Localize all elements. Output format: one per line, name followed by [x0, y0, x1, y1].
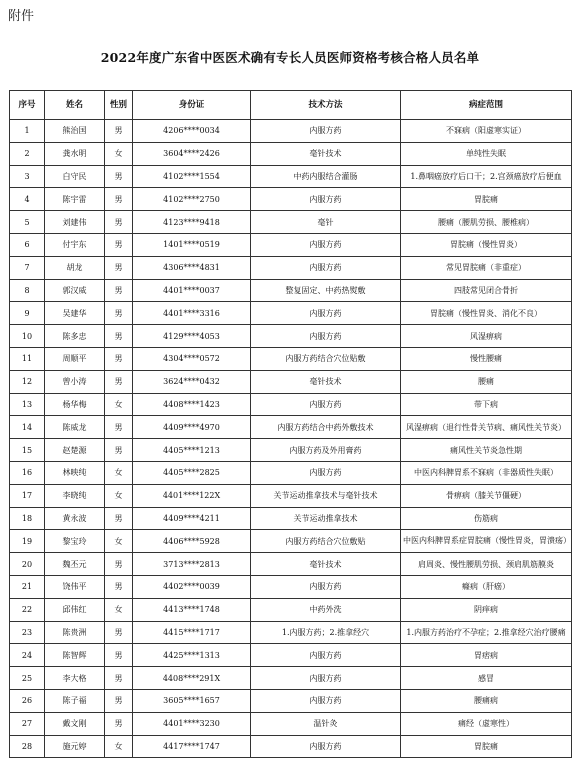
table-row — [10, 575, 572, 598]
cell-technique: 毫针技术 — [251, 142, 401, 165]
cell-gender: 男 — [105, 553, 133, 576]
cell-gender: 男 — [105, 575, 133, 598]
cell-id-number: 4408****1423 — [133, 393, 251, 416]
table-row — [10, 393, 572, 416]
cell-name: 陈贵洲 — [45, 621, 105, 644]
cell-gender: 女 — [105, 530, 133, 553]
cell-index: 13 — [10, 393, 45, 416]
cell-gender: 男 — [105, 325, 133, 348]
cell-name: 施元婷 — [45, 735, 105, 758]
cell-name: 李大格 — [45, 667, 105, 690]
cell-name: 陈宇雷 — [45, 188, 105, 211]
cell-disease-scope: 感冒 — [401, 667, 572, 690]
cell-index: 20 — [10, 553, 45, 576]
table-row — [10, 279, 572, 302]
cell-disease-scope: 腰痛（腰肌劳损、腰椎病） — [401, 211, 572, 234]
cell-disease-scope: 伤筋病 — [401, 507, 572, 530]
cell-gender: 男 — [105, 211, 133, 234]
cell-index: 1 — [10, 120, 45, 143]
table-row — [10, 142, 572, 165]
table-row — [10, 325, 572, 348]
cell-index: 27 — [10, 712, 45, 735]
table-header-row — [10, 91, 572, 120]
table-row — [10, 370, 572, 393]
cell-technique: 温针灸 — [251, 712, 401, 735]
cell-disease-scope: 慢性腰痛 — [401, 347, 572, 370]
cell-technique: 内服方药 — [251, 393, 401, 416]
cell-disease-scope: 1.鼻咽癌放疗后口干；2.宫颈癌放疗后便血 — [401, 165, 572, 188]
table-row — [10, 347, 572, 370]
cell-name: 白守民 — [45, 165, 105, 188]
cell-disease-scope: 单纯性失眠 — [401, 142, 572, 165]
cell-name: 陈威龙 — [45, 416, 105, 439]
cell-name: 赵楚源 — [45, 439, 105, 462]
cell-name: 郭汉威 — [45, 279, 105, 302]
qualified-personnel-table — [9, 90, 572, 758]
cell-gender: 男 — [105, 188, 133, 211]
attachment-label: 附件 — [8, 9, 35, 24]
cell-gender: 女 — [105, 461, 133, 484]
cell-id-number: 4402****0039 — [133, 575, 251, 598]
cell-gender: 男 — [105, 302, 133, 325]
cell-index: 5 — [10, 211, 45, 234]
cell-index: 16 — [10, 461, 45, 484]
cell-gender: 女 — [105, 393, 133, 416]
cell-index: 23 — [10, 621, 45, 644]
table-row — [10, 461, 572, 484]
cell-index: 17 — [10, 484, 45, 507]
table-row — [10, 644, 572, 667]
cell-id-number: 4401****3230 — [133, 712, 251, 735]
cell-gender: 男 — [105, 165, 133, 188]
cell-gender: 男 — [105, 621, 133, 644]
table-row — [10, 188, 572, 211]
cell-name: 魏丕元 — [45, 553, 105, 576]
cell-name: 熊治国 — [45, 120, 105, 143]
cell-disease-scope: 中医内科脾胃系症胃脘痛（慢性胃炎，胃溃疡） — [401, 530, 572, 553]
cell-technique: 内服方药 — [251, 575, 401, 598]
cell-id-number: 4401****122X — [133, 484, 251, 507]
cell-technique: 内服方药 — [251, 689, 401, 712]
cell-name: 陈子福 — [45, 689, 105, 712]
cell-disease-scope: 胃痞病 — [401, 644, 572, 667]
cell-id-number: 4401****3316 — [133, 302, 251, 325]
cell-gender: 男 — [105, 667, 133, 690]
cell-name: 吴建华 — [45, 302, 105, 325]
cell-index: 21 — [10, 575, 45, 598]
table-row — [10, 484, 572, 507]
cell-gender: 男 — [105, 347, 133, 370]
cell-disease-scope: 骨痹病（膝关节僵硬） — [401, 484, 572, 507]
cell-index: 8 — [10, 279, 45, 302]
cell-gender: 男 — [105, 644, 133, 667]
table-row — [10, 416, 572, 439]
cell-name: 饶伟平 — [45, 575, 105, 598]
cell-id-number: 4409****4211 — [133, 507, 251, 530]
cell-disease-scope: 胃脘痛 — [401, 735, 572, 758]
cell-index: 2 — [10, 142, 45, 165]
cell-gender: 女 — [105, 142, 133, 165]
table-row — [10, 302, 572, 325]
table-row — [10, 507, 572, 530]
cell-id-number: 4425****1313 — [133, 644, 251, 667]
table-row — [10, 120, 572, 143]
cell-disease-scope: 阴痒病 — [401, 598, 572, 621]
cell-index: 10 — [10, 325, 45, 348]
cell-index: 11 — [10, 347, 45, 370]
table-row — [10, 667, 572, 690]
cell-index: 3 — [10, 165, 45, 188]
cell-id-number: 4413****1748 — [133, 598, 251, 621]
cell-gender: 男 — [105, 439, 133, 462]
cell-disease-scope: 风湿痹病（退行性骨关节病、痛风性关节炎） — [401, 416, 572, 439]
cell-index: 28 — [10, 735, 45, 758]
cell-id-number: 4409****4970 — [133, 416, 251, 439]
table-row — [10, 712, 572, 735]
cell-id-number: 4405****2825 — [133, 461, 251, 484]
cell-disease-scope: 不寐病（阳虚寒实证） — [401, 120, 572, 143]
cell-technique: 中药外洗 — [251, 598, 401, 621]
cell-disease-scope: 四肢常见闭合骨折 — [401, 279, 572, 302]
cell-index: 15 — [10, 439, 45, 462]
cell-technique: 内服方药 — [251, 325, 401, 348]
cell-disease-scope: 胃脘痛（慢性胃炎、消化不良） — [401, 302, 572, 325]
cell-name: 黎宝玲 — [45, 530, 105, 553]
cell-name: 周顺平 — [45, 347, 105, 370]
cell-gender: 男 — [105, 279, 133, 302]
cell-name: 邱伟红 — [45, 598, 105, 621]
cell-technique: 内服方药 — [251, 644, 401, 667]
cell-id-number: 4102****1554 — [133, 165, 251, 188]
cell-name: 陈多忠 — [45, 325, 105, 348]
cell-gender: 男 — [105, 712, 133, 735]
cell-name: 付宇东 — [45, 233, 105, 256]
cell-disease-scope: 痛经（虚寒性） — [401, 712, 572, 735]
cell-disease-scope: 腰痛 — [401, 370, 572, 393]
cell-id-number: 1401****0519 — [133, 233, 251, 256]
cell-technique: 内服方药结合中药外敷技术 — [251, 416, 401, 439]
cell-id-number: 4408****291X — [133, 667, 251, 690]
cell-id-number: 3604****2426 — [133, 142, 251, 165]
header-id-number: 身份证 — [133, 91, 251, 120]
cell-index: 4 — [10, 188, 45, 211]
cell-index: 6 — [10, 233, 45, 256]
header-index: 序号 — [10, 91, 45, 120]
cell-index: 12 — [10, 370, 45, 393]
cell-disease-scope: 癃病（肝癌） — [401, 575, 572, 598]
cell-technique: 中药内服结合灌肠 — [251, 165, 401, 188]
table-row — [10, 439, 572, 462]
cell-id-number: 4129****4053 — [133, 325, 251, 348]
header-name: 姓名 — [45, 91, 105, 120]
cell-disease-scope: 胃脘痛（慢性胃炎） — [401, 233, 572, 256]
cell-gender: 男 — [105, 507, 133, 530]
cell-index: 14 — [10, 416, 45, 439]
cell-gender: 女 — [105, 484, 133, 507]
cell-id-number: 3624****0432 — [133, 370, 251, 393]
cell-name: 陈智辉 — [45, 644, 105, 667]
cell-gender: 男 — [105, 256, 133, 279]
cell-gender: 女 — [105, 735, 133, 758]
table-row — [10, 211, 572, 234]
cell-disease-scope: 胃脘痛 — [401, 188, 572, 211]
cell-disease-scope: 1.内服方药治疗不孕症；2.推拿经穴治疗腰痛 — [401, 621, 572, 644]
cell-technique: 内服方药 — [251, 188, 401, 211]
cell-id-number: 4405****1213 — [133, 439, 251, 462]
cell-disease-scope: 风湿痹病 — [401, 325, 572, 348]
cell-gender: 男 — [105, 689, 133, 712]
cell-technique: 整复固定、中药热熨敷 — [251, 279, 401, 302]
cell-index: 22 — [10, 598, 45, 621]
cell-id-number: 4415****1717 — [133, 621, 251, 644]
cell-disease-scope: 痛风性关节炎急性期 — [401, 439, 572, 462]
table-row — [10, 530, 572, 553]
cell-technique: 毫针技术 — [251, 553, 401, 576]
cell-gender: 男 — [105, 416, 133, 439]
header-gender: 性别 — [105, 91, 133, 120]
cell-technique: 毫针 — [251, 211, 401, 234]
page-title: 2022年度广东省中医医术确有专长人员医师资格考核合格人员名单 — [100, 50, 480, 65]
cell-id-number: 4417****1747 — [133, 735, 251, 758]
table-row — [10, 165, 572, 188]
cell-technique: 内服方药 — [251, 461, 401, 484]
table-row — [10, 621, 572, 644]
cell-technique: 1.内服方药；2.推拿经穴 — [251, 621, 401, 644]
cell-name: 林映纯 — [45, 461, 105, 484]
cell-gender: 男 — [105, 370, 133, 393]
table-row — [10, 689, 572, 712]
table-row — [10, 598, 572, 621]
cell-index: 26 — [10, 689, 45, 712]
cell-technique: 关节运动推拿技术 — [251, 507, 401, 530]
cell-id-number: 4304****0572 — [133, 347, 251, 370]
cell-technique: 内服方药 — [251, 667, 401, 690]
cell-gender: 男 — [105, 120, 133, 143]
cell-name: 李晓纯 — [45, 484, 105, 507]
cell-technique: 毫针技术 — [251, 370, 401, 393]
cell-id-number: 4306****4831 — [133, 256, 251, 279]
cell-id-number: 4102****2750 — [133, 188, 251, 211]
cell-name: 杨华梅 — [45, 393, 105, 416]
table-row — [10, 735, 572, 758]
cell-name: 曾小涛 — [45, 370, 105, 393]
cell-technique: 内服方药结合穴位贴敷 — [251, 347, 401, 370]
header-disease-scope: 病症范围 — [401, 91, 572, 120]
cell-id-number: 3713****2813 — [133, 553, 251, 576]
cell-id-number: 4401****0037 — [133, 279, 251, 302]
cell-id-number: 4206****0034 — [133, 120, 251, 143]
cell-technique: 内服方药 — [251, 233, 401, 256]
cell-name: 刘建伟 — [45, 211, 105, 234]
cell-index: 19 — [10, 530, 45, 553]
cell-name: 黄永波 — [45, 507, 105, 530]
table-row — [10, 256, 572, 279]
cell-technique: 关节运动推拿技术与毫针技术 — [251, 484, 401, 507]
cell-technique: 内服方药 — [251, 302, 401, 325]
cell-id-number: 3605****1657 — [133, 689, 251, 712]
cell-technique: 内服方药 — [251, 256, 401, 279]
cell-name: 胡龙 — [45, 256, 105, 279]
cell-index: 25 — [10, 667, 45, 690]
cell-disease-scope: 腰痛病 — [401, 689, 572, 712]
cell-index: 9 — [10, 302, 45, 325]
cell-index: 24 — [10, 644, 45, 667]
cell-name: 龚水明 — [45, 142, 105, 165]
cell-technique: 内服方药 — [251, 120, 401, 143]
cell-index: 7 — [10, 256, 45, 279]
table-row — [10, 553, 572, 576]
cell-disease-scope: 中医内科脾胃系不寐病（非器质性失眠） — [401, 461, 572, 484]
cell-id-number: 4123****9418 — [133, 211, 251, 234]
table-row — [10, 233, 572, 256]
cell-id-number: 4406****5928 — [133, 530, 251, 553]
cell-gender: 女 — [105, 598, 133, 621]
cell-disease-scope: 肩周炎、慢性腰肌劳损、颈肩肌筋膜炎 — [401, 553, 572, 576]
cell-disease-scope: 常见胃脘痛（非重症） — [401, 256, 572, 279]
cell-disease-scope: 带下病 — [401, 393, 572, 416]
header-technique: 技术方法 — [251, 91, 401, 120]
cell-name: 戴文刚 — [45, 712, 105, 735]
cell-technique: 内服方药 — [251, 735, 401, 758]
cell-technique: 内服方药及外用膏药 — [251, 439, 401, 462]
cell-index: 18 — [10, 507, 45, 530]
cell-technique: 内服方药结合穴位敷贴 — [251, 530, 401, 553]
cell-gender: 男 — [105, 233, 133, 256]
